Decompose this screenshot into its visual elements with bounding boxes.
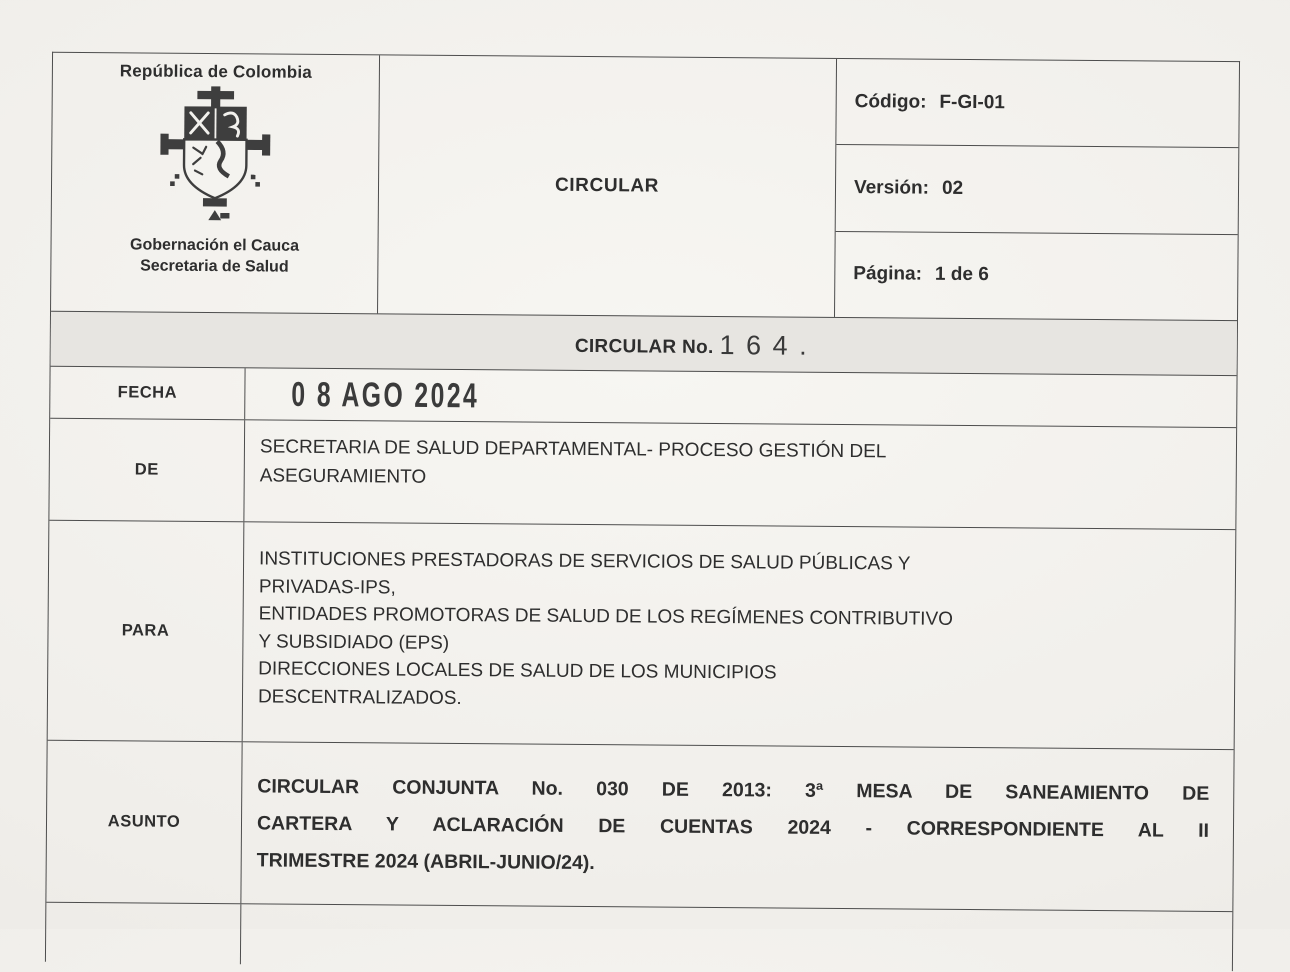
- de-value-cell: [244, 420, 1236, 529]
- header-row: [51, 53, 1239, 320]
- org-name: [130, 234, 299, 277]
- circular-number: [575, 327, 809, 360]
- para-line: Y SUBSIDIADO (EPS): [258, 630, 450, 654]
- para-row: [48, 521, 1236, 750]
- de-line: ASEGURAMIENTO: [259, 465, 427, 488]
- asunto-line: CARTERA Y ACLARACIÓN DE CUENTAS 2024 - CORRESPONDIENTE AL II: [256, 812, 1210, 842]
- para-line: PRIVADAS-IPS,: [258, 575, 396, 598]
- country-title: República de Colombia: [119, 61, 313, 82]
- para-line: ENTIDADES PROMOTORAS DE SALUD DE LOS REGÍMENES CONTRIBUTIVO: [258, 603, 954, 630]
- asunto-line: CIRCULAR CONJUNTA No. 030 DE 2013: 3ª MESA DE SANEAMIENTO DE: [257, 775, 1210, 805]
- next-row-partial: [46, 903, 1232, 972]
- meta-version-value: 02: [941, 177, 964, 199]
- meta-version-label: Versión:: [853, 177, 930, 199]
- meta-codigo-value: F-GI-01: [939, 91, 1005, 113]
- doc-type-title: CIRCULAR: [377, 55, 837, 317]
- next-row-value-cell: [241, 904, 1232, 972]
- circular-number-label: CIRCULAR No.: [574, 335, 714, 358]
- circular-number-band: [51, 311, 1237, 376]
- asunto-row: [46, 741, 1233, 912]
- asunto-line: TRIMESTRE 2024 (ABRIL-JUNIO/24).: [256, 849, 595, 875]
- coat-of-arms-icon: [160, 86, 271, 232]
- meta-codigo: [836, 59, 1239, 148]
- fecha-value-cell: [245, 368, 1236, 427]
- de-line: SECRETARIA DE SALUD DEPARTAMENTAL- PROCESO GESTIÓN DEL: [259, 436, 887, 463]
- de-row: [49, 419, 1236, 530]
- document-table: [45, 52, 1240, 971]
- asunto-label: ASUNTO: [46, 741, 242, 904]
- meta-version: [836, 145, 1239, 234]
- para-label: PARA: [48, 521, 245, 742]
- circular-number-stamped: 1 6 4 .: [719, 329, 809, 361]
- meta-codigo-label: Código:: [854, 90, 927, 113]
- meta-cell: [835, 59, 1239, 320]
- asunto-value-cell: [241, 742, 1233, 911]
- para-line: DESCENTRALIZADOS.: [257, 685, 462, 709]
- next-row-label-cell: [46, 903, 241, 965]
- org-line-2: Secretaria de Salud: [140, 257, 289, 276]
- para-line: DIRECCIONES LOCALES DE SALUD DE LOS MUNICIPIOS: [258, 658, 777, 684]
- para-line: INSTITUCIONES PRESTADORAS DE SERVICIOS DE SALUD PÚBLICAS Y: [259, 548, 911, 575]
- para-value-cell: [243, 522, 1236, 749]
- org-line-1: Gobernación el Cauca: [130, 236, 300, 255]
- meta-pagina: [835, 232, 1238, 320]
- date-stamp: 0 8 AGO 2024: [291, 374, 480, 415]
- meta-pagina-value: 1 de 6: [934, 264, 989, 286]
- meta-pagina-label: Página:: [853, 263, 923, 285]
- fecha-row: [50, 367, 1236, 428]
- de-label: DE: [49, 419, 245, 522]
- asunto-text: [257, 768, 1210, 886]
- fecha-label: FECHA: [50, 367, 245, 420]
- logo-cell: [51, 53, 379, 314]
